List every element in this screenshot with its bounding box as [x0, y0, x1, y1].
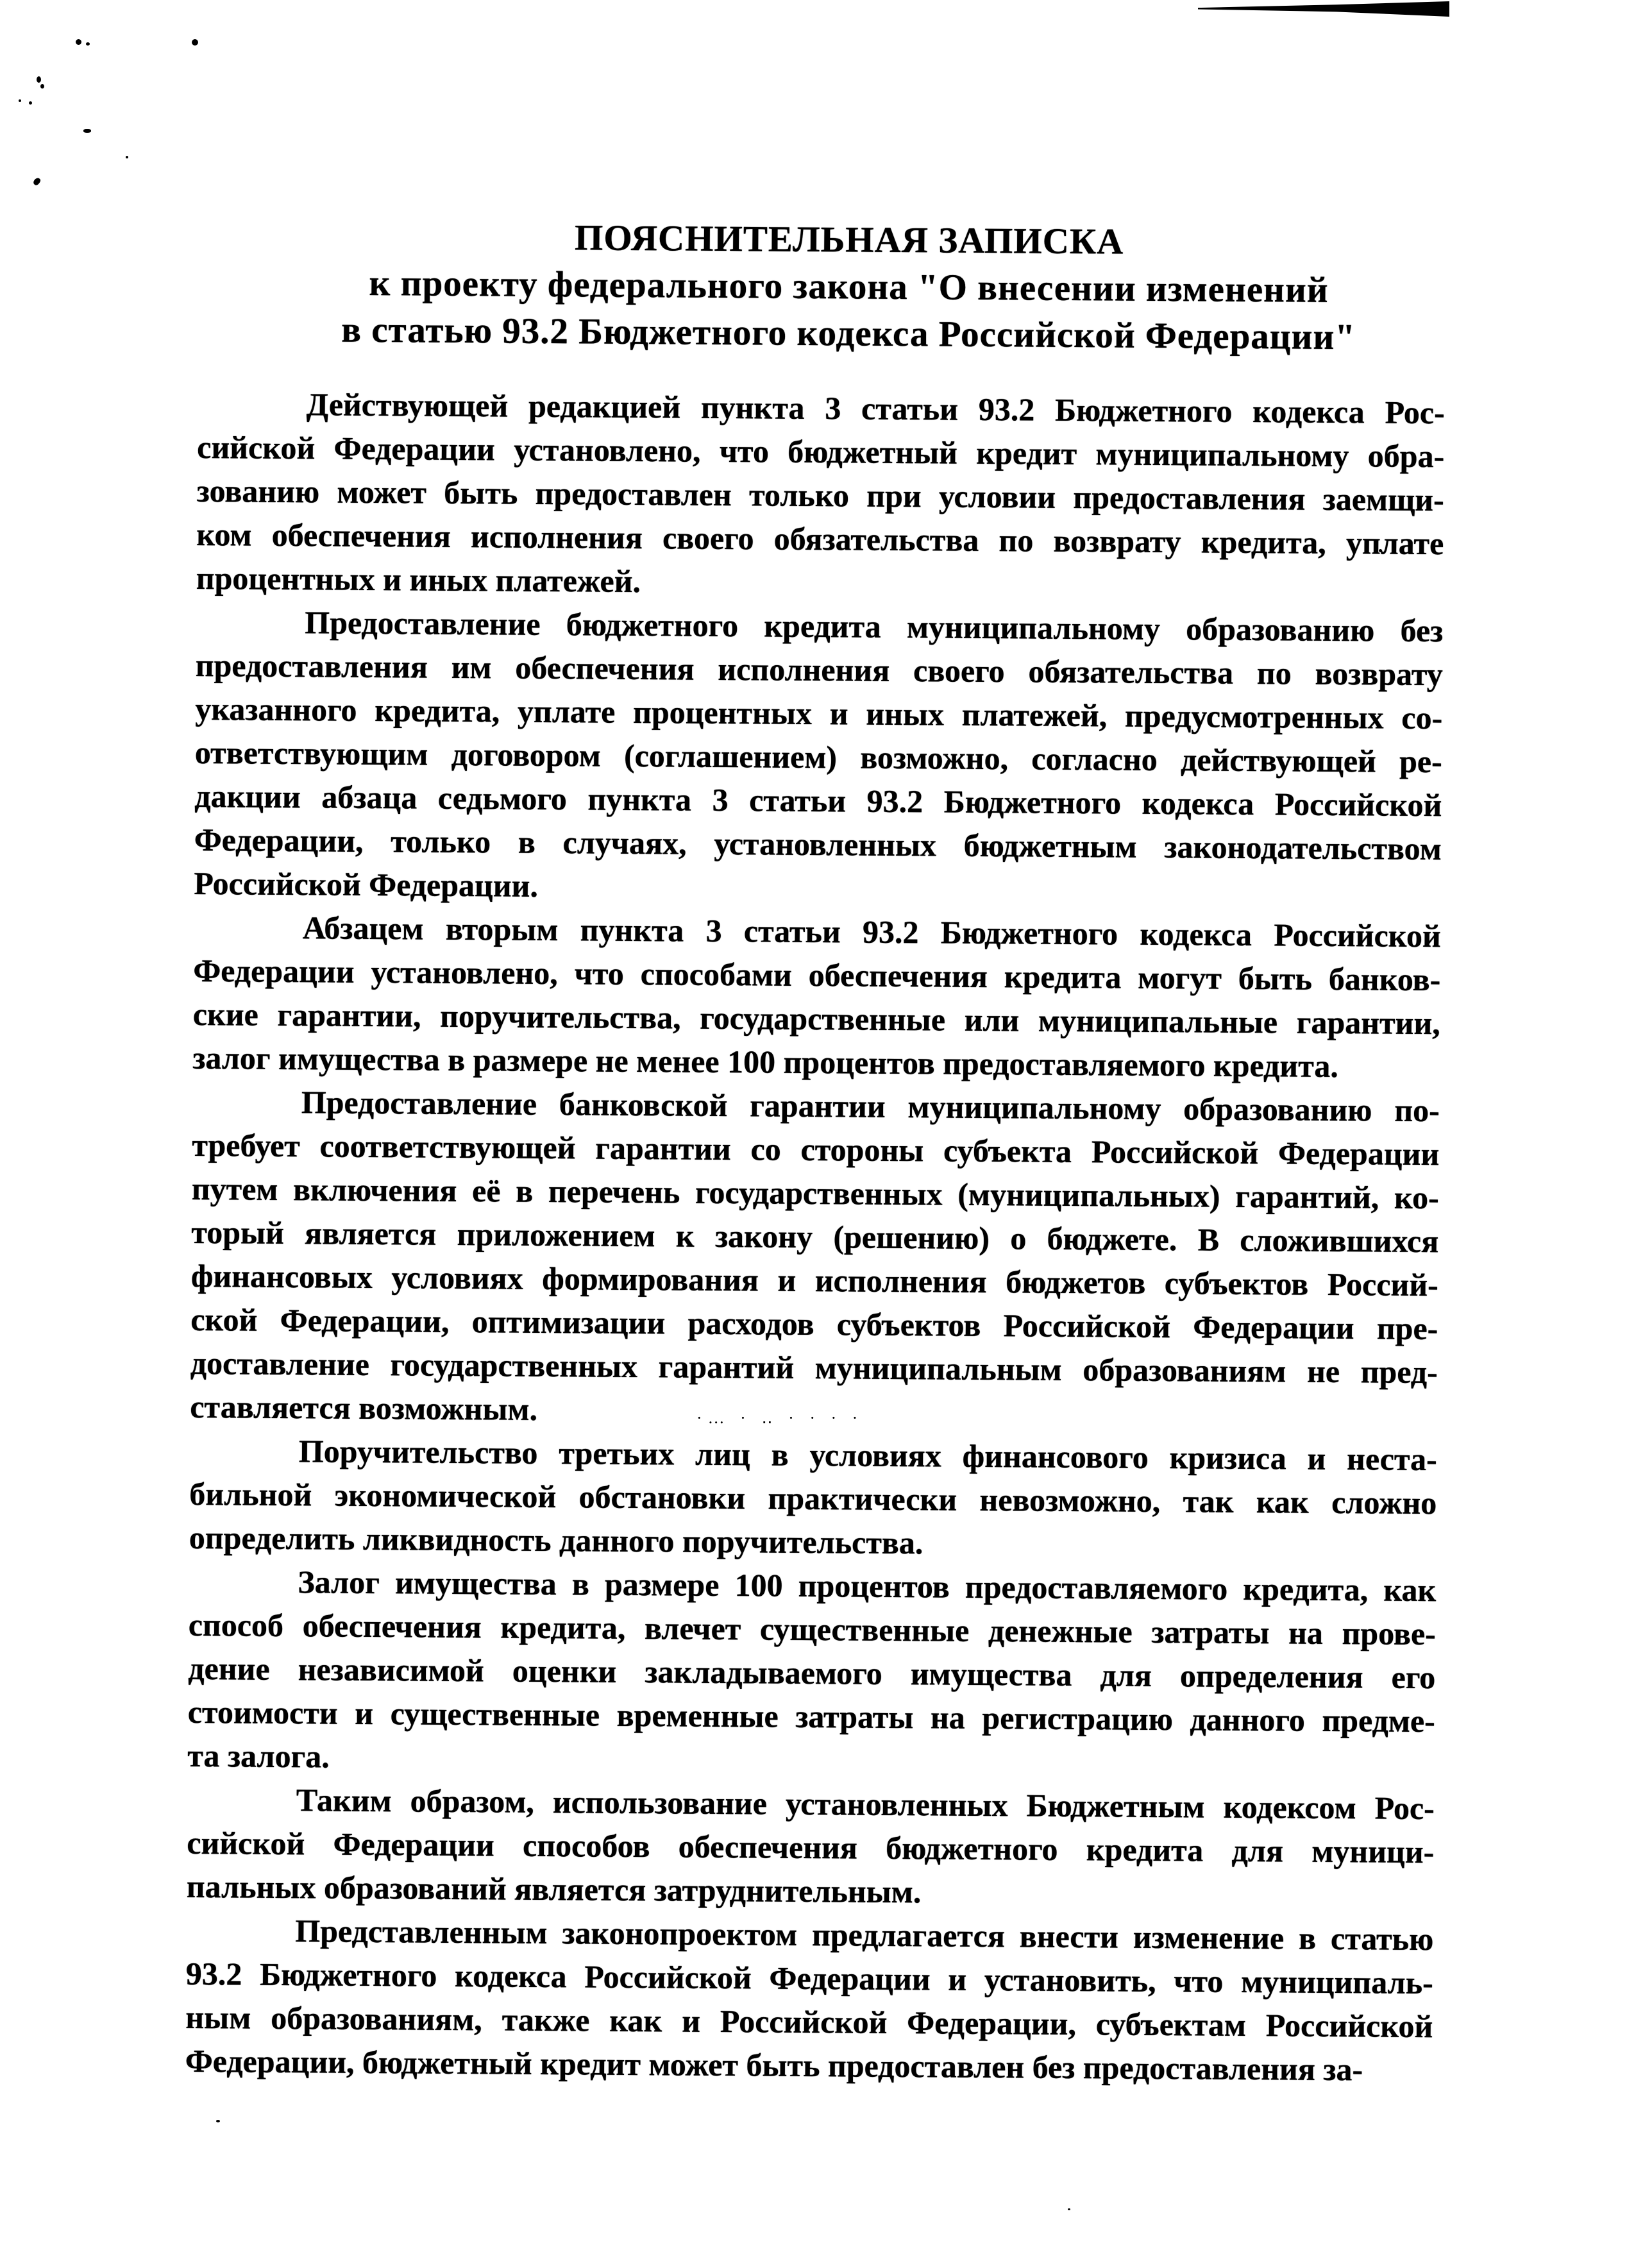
ink-speck	[192, 39, 198, 46]
document-title-line: ПОЯСНИТЕЛЬНАЯ ЗАПИСКА	[574, 217, 1124, 262]
paragraph	[187, 1559, 1436, 1786]
ink-speck	[37, 76, 41, 83]
text-line: Российской Федерации.	[194, 865, 539, 904]
ink-speck	[216, 2120, 220, 2122]
paragraph	[189, 1428, 1437, 1568]
text-line: способ обеспечения кредита, влечет существенные денежные затраты на прове-	[188, 1606, 1437, 1652]
text-line: залог имущества в размере не менее 100 процентов предоставляемого кредита.	[192, 1039, 1339, 1085]
ink-speck	[86, 42, 90, 46]
ink-speck-row: ·… · ‥ · · · ·	[696, 1409, 864, 1427]
text-line: финансовых условиях формирования и исполнения бюджетов субъектов Россий-	[190, 1257, 1438, 1303]
text-line: пальных образований является затруднительным.	[186, 1868, 922, 1910]
text-line: дение независимой оценки закладываемого имущества для определения его	[188, 1650, 1436, 1696]
text-line: процентных и иных платежей.	[196, 559, 641, 600]
text-line: та залога.	[187, 1737, 330, 1775]
paragraph	[192, 905, 1441, 1088]
text-line: Представленным законопроектом предлагается внести изменение в статью	[295, 1913, 1434, 1958]
text-line: сийской Федерации способов обеспечения бюджетного кредита для муници-	[187, 1824, 1435, 1870]
text-line: путем включения её в перечень государственных (муниципальных) гарантий, ко-	[191, 1170, 1439, 1216]
text-line: ком обеспечения исполнения своего обязательства по возврату кредита, уплате	[196, 516, 1444, 562]
text-line: ставляется возможным.	[190, 1388, 538, 1427]
paragraph	[185, 1908, 1434, 2092]
ink-speck	[76, 39, 81, 45]
text-line: торый является приложением к закону (решению) о бюджете. В сложившихся	[191, 1214, 1439, 1260]
text-line: указанного кредита, уплате процентных и иных платежей, предусмотренных со-	[195, 690, 1443, 736]
document-title	[224, 212, 1473, 361]
ink-speck	[1068, 2208, 1070, 2210]
text-line: сийской Федерации установлено, что бюджетный кредит муниципальному обра-	[197, 428, 1445, 475]
text-line: Таким образом, использование установленных Бюджетным кодексом Рос-	[296, 1782, 1435, 1827]
ink-speck	[83, 129, 91, 133]
text-line: 93.2 Бюджетного кодекса Российской Федерации и установить, что муниципаль-	[185, 1955, 1434, 2001]
text-line: Федерации, только в случаях, установленных бюджетным законодательством	[194, 821, 1442, 867]
ink-speck	[126, 156, 128, 158]
text-line: дакции абзаца седьмого пункта 3 статьи 93.2 Бюджетного кодекса Российской	[194, 777, 1442, 824]
text-line: определить ликвидность данного поручительства.	[189, 1519, 923, 1561]
body-text	[185, 382, 1445, 2092]
paragraph	[196, 382, 1445, 609]
text-line: требует соответствующей гарантии со стороны субъекта Российской Федерации	[192, 1126, 1440, 1172]
text-line: Поручительство третьих лиц в условиях финансового кризиса и неста-	[298, 1433, 1437, 1478]
text-line: Абзацем вторым пункта 3 статьи 93.2 Бюджетного кодекса Российской	[302, 910, 1441, 954]
scanner-streak-artifact	[1198, 1, 1449, 17]
text-line: Федерации установлено, что способами обеспечения кредита могут быть банков-	[193, 952, 1441, 998]
document-title-line: в статью 93.2 Бюджетного кодекса Российской Федерации"	[341, 309, 1356, 358]
ink-speck	[40, 84, 44, 89]
paragraph	[190, 1079, 1440, 1437]
text-line: стоимости и существенные временные затраты на регистрацию данного предме-	[187, 1693, 1436, 1739]
text-line: ответствующим договором (соглашением) возможно, согласно действующей ре-	[194, 734, 1442, 780]
text-line: Действующей редакцией пункта 3 статьи 93.2 Бюджетного кодекса Рос-	[306, 386, 1445, 431]
text-line: доставление государственных гарантий муниципальным образованиям не пред-	[190, 1344, 1438, 1391]
text-line: ские гарантии, поручительства, государственные или муниципальные гарантии,	[192, 995, 1440, 1042]
text-line: ным образованиям, также как и Российской Федерации, субъектам Российской	[185, 1999, 1433, 2045]
paragraph	[194, 600, 1443, 914]
ink-speck	[29, 101, 32, 105]
document-content	[185, 212, 1446, 2092]
ink-speck	[32, 177, 41, 187]
paragraph	[187, 1777, 1435, 1917]
text-line: ской Федерации, оптимизации расходов субъектов Российской Федерации пре-	[190, 1301, 1438, 1347]
text-line: зованию может быть предоставлен только при условии предоставления заемщи-	[196, 472, 1444, 518]
text-line: Залог имущества в размере 100 процентов предоставляемого кредита, как	[298, 1564, 1437, 1609]
text-line: Предоставление банковской гарантии муниципальному образованию по-	[301, 1084, 1440, 1129]
text-line: Федерации, бюджетный кредит может быть предоставлен без предоставления за-	[185, 2042, 1363, 2088]
text-line: Предоставление бюджетного кредита муниципальному образованию без	[305, 604, 1444, 649]
text-line: бильной экономической обстановки практически невозможно, так как сложно	[189, 1475, 1437, 1521]
ink-speck	[19, 99, 21, 102]
document-title-line: к проекту федерального закона "О внесении изменений	[369, 262, 1329, 310]
text-line: предоставления им обеспечения исполнения своего обязательства по возврату	[195, 647, 1443, 693]
